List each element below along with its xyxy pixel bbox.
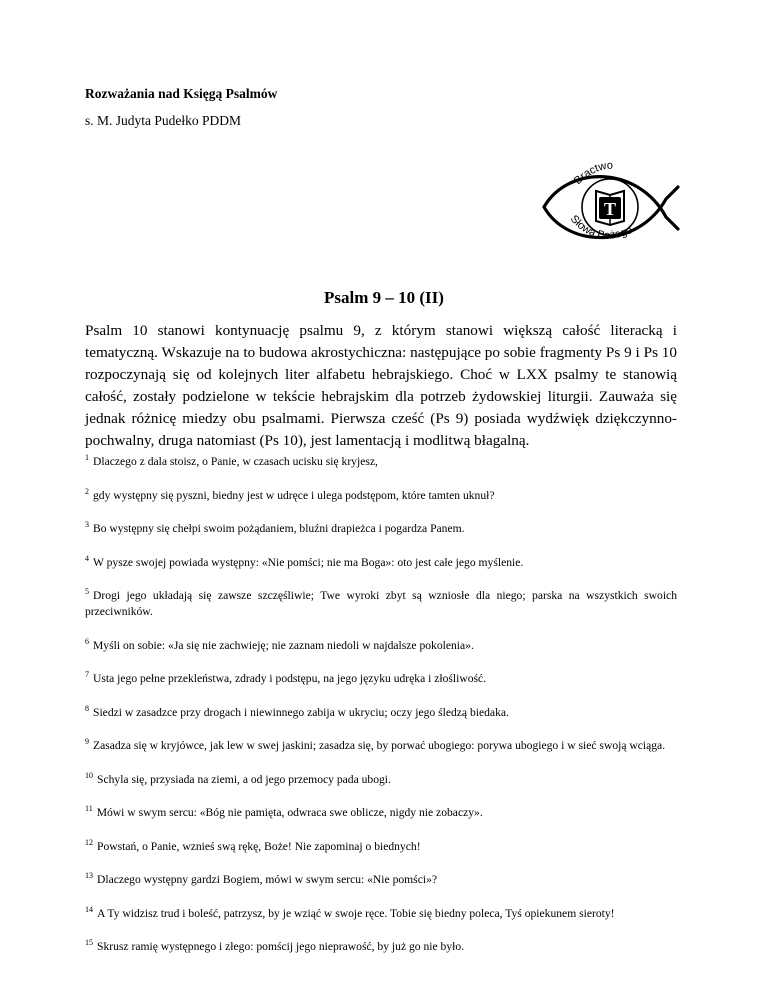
verse-text: Dlaczego występny gardzi Bogiem, mówi w swym sercu: «Nie pomści»?: [97, 873, 438, 886]
verse: [85, 701, 677, 721]
verse-text: Schyla się, przysiada na ziemi, a od jego przemocy pada ubogi.: [97, 772, 391, 786]
verse: [85, 868, 677, 888]
verse-number: 5: [85, 587, 89, 596]
verse-number: 12: [85, 837, 93, 847]
verse-number: 9: [85, 737, 89, 746]
verse: [85, 484, 677, 504]
verse-number: 13: [85, 871, 93, 880]
verse-text: Bo występny się chełpi swoim pożądaniem, bluźni drapieżca i pogardza Panem.: [93, 522, 465, 535]
verse-number: 15: [85, 938, 93, 947]
verse-number: 10: [85, 770, 93, 780]
intro-paragraph: Psalm 10 stanowi kontynuację psalmu 9, z którym stanowi większą całość literacką i tematyczną. Wskazuje na to budowa akrostychiczna: następujące po sobie fragmenty Ps 9 i Ps 10 rozpoczynają się od kolejnych liter alfabetu hebrajskiego. Choć w LXX psalmy te stanowią całość, zostały podzielone w tekście hebrajskim dla potrzeb żydowskiej liturgii. Zauważa się jednak różnicę miedzy obu psalmami. Pierwsza cześć (Ps 9) posiada wydźwięk dziękczynno-pochwalny, druga natomiast (Ps 10), jest lamentacją i modlitwą błagalną.: [85, 322, 677, 449]
verse-number: 4: [85, 553, 89, 563]
verse-number: 2: [85, 486, 89, 496]
verse-text: Mówi w swym sercu: «Bóg nie pamięta, odwraca swe oblicze, nigdy nie zobaczy».: [96, 806, 483, 819]
verse-text: Dlaczego z dala stoisz, o Panie, w czasach ucisku się kryjesz,: [93, 455, 378, 468]
logo-top-text: Bractwo: [571, 159, 614, 188]
psalm-title: Psalm 9 – 10 (II): [324, 288, 444, 307]
verse: [85, 835, 677, 855]
verse: [85, 667, 677, 687]
verse: [85, 801, 677, 821]
verse-text: Usta jego pełne przekleństwa, zdrady i podstępu, na jego języku udręka i złośliwość.: [93, 672, 487, 685]
verse-text: Powstań, o Panie, wznieś swą rękę, Boże! Nie zapominaj o biednych!: [97, 839, 421, 853]
verse: [85, 935, 677, 955]
verse-number: 8: [85, 703, 89, 713]
verse-text: A Ty widzisz trud i boleść, patrzysz, by je wziąć w swoje ręce. Tobie się biedny poleca, Tyś opiekunem sieroty!: [97, 906, 615, 920]
verse-number: 1: [85, 453, 89, 462]
verse-number: 14: [85, 904, 93, 914]
verse: [85, 634, 677, 654]
verse-list: [85, 450, 677, 969]
verse-number: 3: [85, 520, 89, 529]
verse-text: W pysze swojej powiada występny: «Nie pomści; nie ma Boga»: oto jest całe jego myślenie.: [93, 555, 524, 569]
verse-text: Drogi jego układają się zawsze szczęśliwie; Twe wyroki zbyt są wzniosłe dla niego; parska na wszystkich swoich przeciwników.: [85, 589, 677, 618]
verse: [85, 450, 677, 470]
verse-text: gdy występny się pyszni, biedny jest w udręce i ulega podstępom, które tamten uknuł?: [93, 488, 495, 502]
document-author: s. M. Judyta Pudełko PDDM: [85, 113, 242, 128]
verse-number: 7: [85, 670, 89, 679]
bractwo-fish-logo: [538, 155, 680, 255]
verse-number: 11: [85, 804, 93, 813]
verse: [85, 902, 677, 922]
verse-text: Skrusz ramię występnego i złego: pomścij jego nieprawość, by już go nie było.: [97, 940, 465, 953]
logo-bottom-text: Słowa Bożego: [567, 213, 635, 242]
verse-text: Myśli on sobie: «Ja się nie zachwieję; nie zaznam niedoli w najdalsze pokolenia».: [93, 638, 474, 652]
verse-number: 6: [85, 636, 89, 646]
verse: [85, 584, 677, 620]
verse: [85, 517, 677, 537]
verse: [85, 551, 677, 571]
tau-letter: T: [603, 199, 617, 219]
verse: [85, 768, 677, 788]
verse: [85, 734, 677, 754]
verse-text: Siedzi w zasadzce przy drogach i niewinnego zabija w ukryciu; oczy jego śledzą biedaka.: [93, 705, 509, 719]
document-series-title: Rozważania nad Księgą Psalmów: [85, 86, 278, 101]
verse-text: Zasadza się w kryjówce, jak lew w swej jaskini; zasadza się, by porwać ubogiego: porywa ubogiego i w sieć swoją wciąga.: [93, 739, 666, 752]
